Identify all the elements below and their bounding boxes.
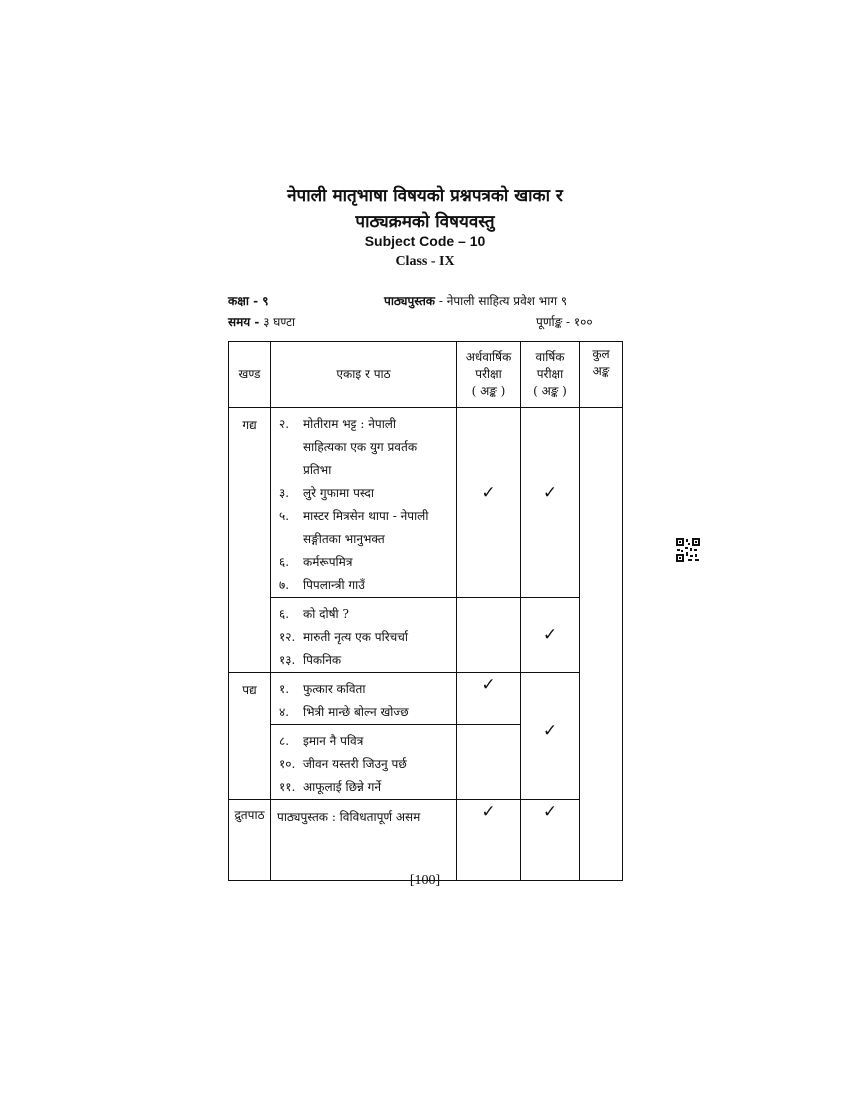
lesson-title-line: मोतीराम भट्ट : नेपाली — [303, 417, 397, 431]
section-padya: पद्य — [229, 673, 271, 800]
lesson-title-line: भित्री मान्छे बोल्न खोज्छ — [303, 705, 409, 719]
lesson-number: ८. — [279, 734, 290, 748]
lesson-title — [303, 701, 452, 724]
lesson-item — [279, 413, 452, 482]
lesson-title — [303, 603, 452, 626]
lesson-item — [279, 678, 452, 701]
gadya-lessons-2 — [271, 598, 457, 673]
total-marks-cell — [580, 408, 623, 881]
qr-code-icon — [676, 538, 700, 562]
doc-title-line1: नेपाली मातृभाषा विषयको प्रश्नपत्रको खाका र — [287, 186, 563, 206]
class-meta: कक्षा - ९ — [228, 294, 269, 308]
annual-check: ✓ — [521, 673, 580, 800]
lesson-number: १०. — [279, 757, 296, 771]
class-label: Class - IX — [395, 254, 455, 269]
lesson-title — [303, 649, 452, 672]
lesson-item — [279, 505, 452, 551]
lesson-item — [279, 574, 452, 597]
doc-title-line2: पाठ्यक्रमको विषयवस्तु — [355, 212, 495, 232]
drutpath-row — [229, 800, 623, 881]
drutpath-text: पाठ्यपुस्तक : विविधतापूर्ण असम — [271, 800, 457, 881]
lesson-number: ५. — [279, 509, 290, 523]
page-number: [100] — [409, 873, 441, 888]
section-gadya: गद्य — [229, 408, 271, 673]
header-unit: एकाइ र पाठ — [271, 342, 457, 408]
header-half-yearly: अर्धवार्षिक परीक्षा ( अङ्क ) — [457, 342, 521, 408]
padya-lessons-2 — [271, 725, 457, 800]
lesson-title-line: मारुती नृत्य एक परिचर्चा — [303, 630, 408, 644]
gadya-row-1 — [229, 408, 623, 598]
gadya-lessons-1 — [271, 408, 457, 598]
lesson-item — [279, 551, 452, 574]
lesson-title — [303, 753, 452, 776]
lesson-title — [303, 626, 452, 649]
gadya-row-2 — [229, 598, 623, 673]
lesson-title-line: कर्मरूपमित्र — [303, 555, 353, 569]
lesson-title-line: मास्टर मित्रसेन थापा - नेपाली — [303, 509, 429, 523]
lesson-number: १२. — [279, 630, 296, 644]
lesson-title-line: आफूलाई छिन्ने गर्ने — [303, 780, 382, 794]
lesson-title — [303, 574, 452, 597]
lesson-title — [303, 730, 452, 753]
lesson-item — [279, 701, 452, 724]
lesson-title-line: पिपलान्त्री गाउँ — [303, 578, 365, 592]
lesson-title — [303, 776, 452, 799]
lesson-number: ६. — [279, 607, 290, 621]
lesson-title-line: लुरे गुफामा पस्दा — [303, 486, 375, 500]
full-marks-meta: पूर्णाङ्क - १०० — [536, 315, 593, 329]
lesson-number: २. — [279, 417, 290, 431]
padya-row-1 — [229, 673, 623, 725]
lesson-number: ३. — [279, 486, 290, 500]
annual-check: ✓ — [521, 800, 580, 881]
time-meta: समय - ३ घण्टा — [228, 315, 296, 329]
lesson-item — [279, 626, 452, 649]
lesson-number: १. — [279, 682, 290, 696]
header-total: कुल अङ्क — [580, 342, 623, 408]
annual-check: ✓ — [521, 408, 580, 598]
lesson-title — [303, 678, 452, 701]
padya-lessons-1 — [271, 673, 457, 725]
lesson-item — [279, 482, 452, 505]
annual-check: ✓ — [521, 598, 580, 673]
textbook-meta: पाठ्यपुस्तक - नेपाली साहित्य प्रवेश भाग ९ — [384, 294, 568, 308]
lesson-item — [279, 603, 452, 626]
half-yearly-check: ✓ — [457, 673, 521, 725]
lesson-title-line: सङ्गीतका भानुभक्त — [303, 532, 385, 546]
lesson-number: ११. — [279, 780, 296, 794]
marks-table — [228, 341, 623, 881]
lesson-title-line: प्रतिभा — [303, 463, 332, 477]
lesson-title-line: साहित्यका एक युग प्रवर्तक — [303, 440, 418, 454]
lesson-item — [279, 753, 452, 776]
header-row — [229, 342, 623, 408]
half-yearly-check: ✓ — [457, 800, 521, 881]
lesson-item — [279, 776, 452, 799]
lesson-title — [303, 551, 452, 574]
lesson-number: ४. — [279, 705, 290, 719]
header-annual: वार्षिक परीक्षा ( अङ्क ) — [521, 342, 580, 408]
header-section: खण्ड — [229, 342, 271, 408]
lesson-title-line: इमान नै पवित्र — [303, 734, 364, 748]
lesson-title-line: जीवन यस्तरी जिउनु पर्छ — [303, 757, 407, 771]
lesson-item — [279, 649, 452, 672]
lesson-title — [303, 505, 452, 551]
half-yearly-empty — [457, 725, 521, 800]
half-yearly-check: ✓ — [457, 408, 521, 598]
lesson-title — [303, 413, 452, 482]
lesson-title-line: पिकनिक — [303, 653, 342, 667]
lesson-item — [279, 730, 452, 753]
lesson-title — [303, 482, 452, 505]
lesson-title-line: फुत्कार कविता — [303, 682, 366, 696]
half-yearly-empty — [457, 598, 521, 673]
lesson-number: १३. — [279, 653, 296, 667]
subject-code: Subject Code – 10 — [364, 233, 486, 249]
lesson-number: ७. — [279, 578, 290, 592]
lesson-number: ६. — [279, 555, 290, 569]
section-drutpath: द्रुतपाठ — [229, 800, 271, 881]
lesson-title-line: को दोषी ? — [303, 607, 349, 621]
